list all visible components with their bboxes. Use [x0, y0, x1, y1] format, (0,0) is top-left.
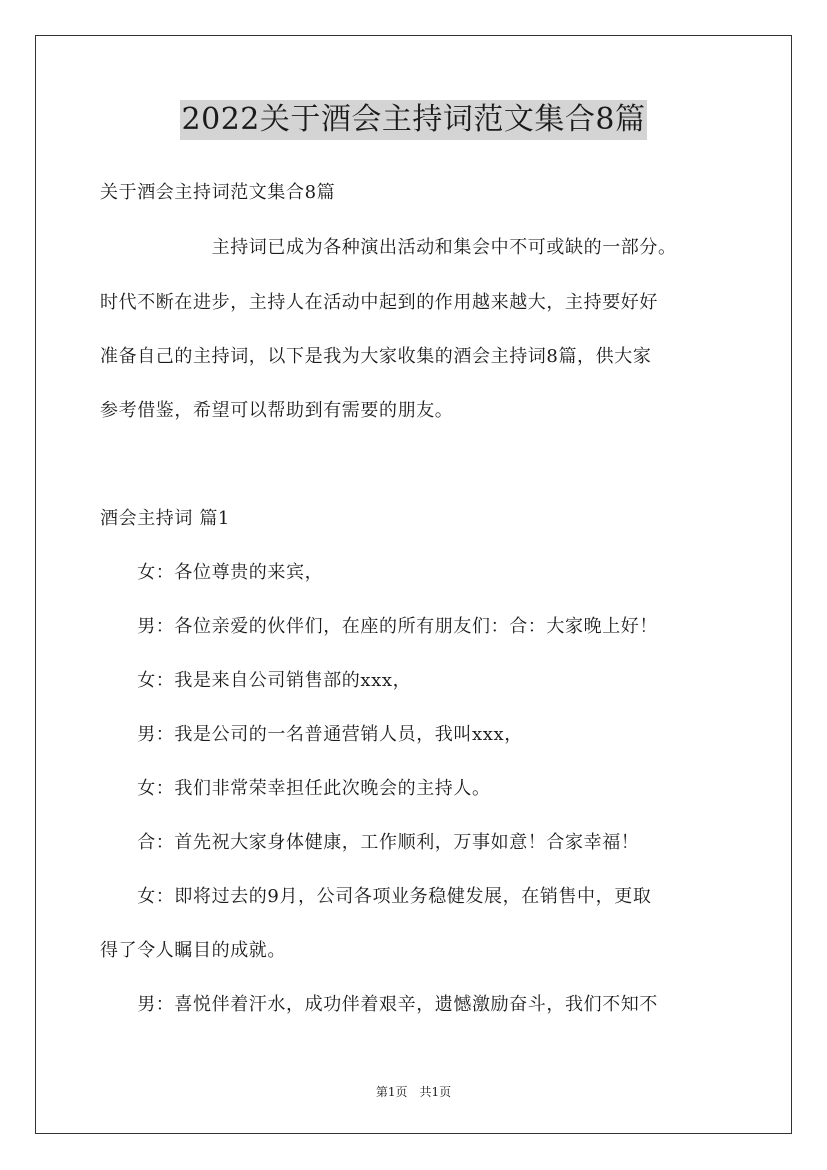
body-line: 准备自己的主持词，以下是我为大家收集的酒会主持词8篇，供大家: [100, 346, 652, 367]
dialogue-line: 合：首先祝大家身体健康，工作顺利，万事如意！合家幸福！: [100, 832, 640, 853]
body-line: 时代不断在进步，主持人在活动中起到的作用越来越大，主持要好好: [100, 292, 658, 313]
title-container: [0, 100, 827, 140]
body-line: 主持词已成为各种演出活动和集会中不可或缺的一部分。: [100, 237, 677, 258]
dialogue-line: 男：各位亲爱的伙伴们，在座的所有朋友们：合：大家晚上好！: [100, 616, 658, 637]
dialogue-line: 女：即将过去的9月，公司各项业务稳健发展，在销售中，更取: [100, 886, 652, 907]
section-heading: 酒会主持词 篇1: [100, 508, 230, 529]
dialogue-line: 女：各位尊贵的来宾，: [100, 562, 324, 583]
dialogue-line: 得了令人瞩目的成就。: [100, 940, 286, 961]
dialogue-line: 女：我们非常荣幸担任此次晚会的主持人。: [100, 778, 491, 799]
page-footer: 第1页 共1页: [375, 1085, 452, 1099]
dialogue-line: 女：我是来自公司销售部的xxx，: [100, 670, 412, 691]
dialogue-line: 男：喜悦伴着汗水，成功伴着艰辛，遗憾激励奋斗，我们不知不: [100, 994, 658, 1015]
document-title: 2022关于酒会主持词范文集合8篇: [180, 100, 648, 140]
body-line: 参考借鉴，希望可以帮助到有需要的朋友。: [100, 400, 454, 421]
dialogue-line: 男：我是公司的一名普通营销人员，我叫xxx，: [100, 724, 523, 745]
subtitle-line: 关于酒会主持词范文集合8篇: [100, 182, 336, 203]
